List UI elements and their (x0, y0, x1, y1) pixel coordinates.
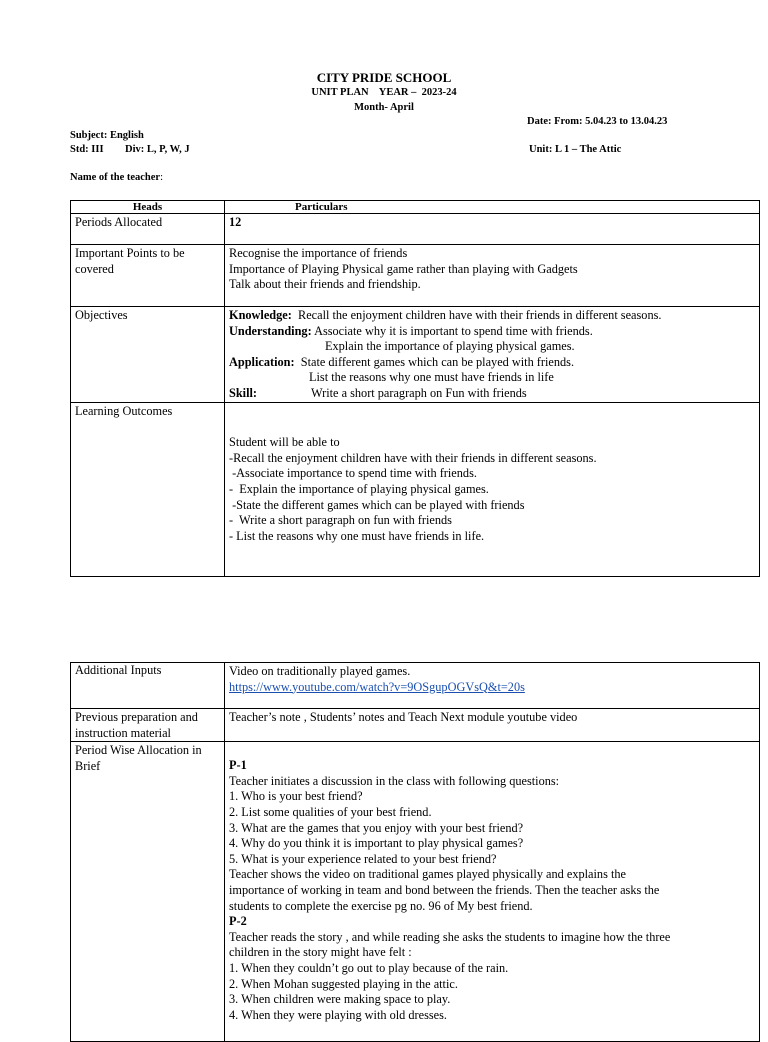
outcome-item: - List the reasons why one must have friends in life. (229, 528, 485, 543)
points-head: Important Points to be covered (71, 245, 225, 307)
periods-value: 12 (225, 214, 760, 245)
outcome-item: -State the different games which can be played with friends (229, 497, 525, 512)
p1-label: P-1 (229, 758, 247, 773)
p1-line: students to complete the exercise pg no. 96 of My best friend. (229, 898, 533, 913)
p1-line: 1. Who is your best friend? (229, 789, 363, 804)
p1-line: Teacher initiates a discussion in the class with following questions: (229, 773, 560, 788)
outcome-item: Student will be able to (229, 435, 340, 450)
p2-line: 4. When they were playing with old dresses. (229, 1007, 447, 1022)
p2-line: children in the story might have felt : (229, 945, 412, 960)
knowledge-label: Knowledge: (229, 308, 292, 322)
p2-line: 1. When they couldn’t go out to play because of the rain. (229, 960, 509, 975)
period-cell (225, 742, 760, 1042)
additional-inputs-head: Additional Inputs (71, 663, 225, 709)
additional-inputs-cell (225, 663, 760, 709)
p1-line: 2. List some qualities of your best friend. (229, 804, 432, 819)
point-item: Recognise the importance of friends (229, 246, 408, 260)
additional-text: Video on traditionally played games. (229, 664, 411, 678)
point-item: Talk about their friends and friendship. (229, 277, 421, 292)
table-row (71, 245, 760, 307)
outcome-item: -Associate importance to spend time with friends. (229, 466, 477, 481)
youtube-link[interactable]: https://www.youtube.com/watch?v=9OSgupOGVsQ&t=20s (229, 679, 525, 694)
school-name: CITY PRIDE SCHOOL (316, 70, 452, 85)
table-row (71, 307, 760, 403)
understanding-text: Associate why it is important to spend time with friends. (311, 323, 593, 338)
unit-plan-table-2 (70, 662, 760, 1042)
objectives-head: Objectives (71, 307, 225, 403)
skill-text: Write a short paragraph on Fun with friends (311, 385, 527, 400)
p2-line: 2. When Mohan suggested playing in the attic. (229, 976, 458, 991)
p2-label: P-2 (229, 914, 247, 929)
application-text: State different games which can be played with friends. (294, 354, 575, 369)
division: Div: L, P, W, J (125, 144, 190, 155)
outcome-item: - Explain the importance of playing physical games. (229, 481, 489, 496)
table-row (71, 709, 760, 742)
period-head: Period Wise Allocation in Brief (71, 742, 225, 1042)
outcomes-head: Learning Outcomes (71, 403, 225, 577)
skill-label: Skill: (229, 385, 258, 400)
table-row (71, 742, 760, 1042)
p1-line: 4. Why do you think it is important to play physical games? (229, 836, 524, 851)
table-row (71, 403, 760, 577)
unit-plan-year: UNIT PLAN YEAR – 2023-24 (311, 87, 457, 98)
table-row (71, 214, 760, 245)
outcomes-cell (225, 403, 760, 577)
prep-head: Previous preparation and instruction material (71, 709, 225, 742)
application-text-2: List the reasons why one must have friends in life (309, 370, 554, 385)
unit-plan-table (70, 200, 760, 577)
p1-line: 5. What is your experience related to your best friend? (229, 851, 497, 866)
understanding-text-2: Explain the importance of playing physical games. (325, 339, 575, 354)
understanding-label: Understanding: (229, 323, 312, 338)
table-row (71, 663, 760, 709)
table-header-row (71, 201, 760, 214)
particulars-column-header: Particulars (225, 201, 760, 214)
p2-line: 3. When children were making space to play. (229, 992, 451, 1007)
prep-text: Teacher’s note , Students’ notes and Teach Next module youtube video (225, 709, 760, 742)
application-label: Application: (229, 354, 295, 369)
date-range: Date: From: 5.04.23 to 13.04.23 (527, 116, 668, 127)
knowledge-text: Recall the enjoyment children have with their friends in different seasons. (291, 308, 662, 322)
p1-line: importance of working in team and bond between the friends. Then the teacher asks the (229, 882, 660, 897)
heads-column-header: Heads (71, 201, 225, 214)
point-item: Importance of Playing Physical game rather than playing with Gadgets (229, 261, 578, 276)
unit: Unit: L 1 – The Attic (529, 144, 622, 155)
std: Std: III (70, 144, 104, 155)
periods-head: Periods Allocated (71, 214, 225, 245)
p1-line: 3. What are the games that you enjoy with your best friend? (229, 820, 524, 835)
p1-line: Teacher shows the video on traditional games played physically and explains the (229, 867, 626, 882)
p2-line: Teacher reads the story , and while reading she asks the students to imagine how the three (229, 929, 671, 944)
teacher-name-label: Name of the teacher: (70, 172, 164, 183)
points-cell (225, 245, 760, 307)
outcome-item: -Recall the enjoyment children have with their friends in different seasons. (229, 450, 597, 465)
outcome-item: - Write a short paragraph on fun with friends (229, 513, 452, 528)
subject: Subject: English (70, 130, 144, 141)
objectives-cell (225, 307, 760, 403)
month: Month- April (354, 102, 414, 113)
